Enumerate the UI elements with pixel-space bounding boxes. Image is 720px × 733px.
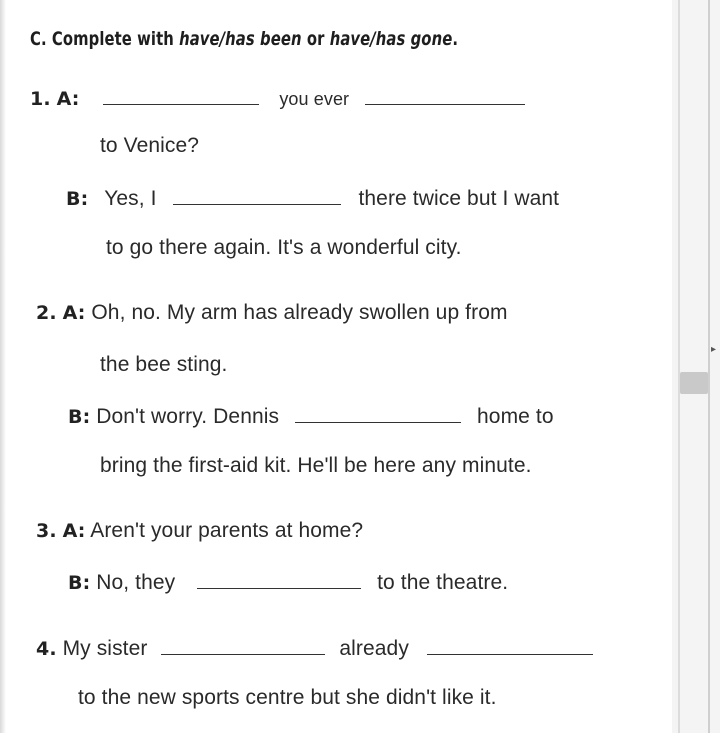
item-4-line-2: to the new sports centre but she didn't like it.	[78, 686, 497, 709]
item-2-line-3	[68, 402, 554, 430]
item-4-line-1	[36, 634, 593, 662]
speaker-a-label: A:	[62, 302, 86, 324]
item-2-line-4: bring the first-aid kit. He'll be here any minute.	[100, 454, 532, 477]
answer-blank[interactable]	[365, 84, 525, 105]
speaker-b-label: B:	[66, 188, 89, 210]
item-text: Aren't your parents at home?	[90, 519, 364, 542]
item-3-line-1	[36, 518, 363, 544]
item-2-line-1	[36, 300, 508, 326]
item-number: 2.	[36, 302, 57, 324]
speaker-a-label: A:	[56, 88, 80, 110]
answer-blank[interactable]	[295, 402, 461, 423]
answer-blank[interactable]	[197, 568, 361, 589]
item-text: Yes, I	[104, 187, 157, 210]
item-text: home to	[477, 405, 554, 428]
item-text: My sister	[62, 637, 148, 660]
answer-blank[interactable]	[173, 184, 341, 205]
item-3-line-2	[68, 568, 508, 596]
item-1-line-4: to go there again. It's a wonderful city.	[106, 236, 462, 259]
item-1-line-3	[66, 184, 559, 212]
title-suffix: .	[452, 28, 459, 50]
item-number: 3.	[36, 520, 57, 542]
item-text: Oh, no. My arm has already swollen up from	[91, 301, 508, 324]
answer-blank[interactable]	[161, 634, 325, 655]
scrollbar-thumb[interactable]	[680, 372, 708, 394]
item-text: already	[339, 637, 409, 660]
item-1-line-2: to Venice?	[100, 134, 200, 157]
answer-blank[interactable]	[103, 84, 259, 105]
title-option-been: have/has been	[179, 28, 302, 50]
page-edge-shadow	[0, 0, 6, 733]
speaker-b-label: B:	[68, 406, 91, 428]
title-option-gone: have/has gone	[329, 28, 453, 50]
title-prefix: C. Complete with	[30, 28, 180, 50]
item-text: Don't worry. Dennis	[96, 405, 280, 428]
scrollbar-edge	[708, 0, 710, 733]
caret-right-icon[interactable]: ▸	[711, 344, 717, 355]
speaker-b-label: B:	[68, 572, 91, 594]
item-text: there twice but I want	[358, 187, 560, 210]
exercise-title	[30, 26, 458, 52]
item-2-line-2: the bee sting.	[100, 353, 228, 376]
speaker-a-label: A:	[62, 520, 86, 542]
item-number: 1.	[30, 88, 51, 110]
answer-blank[interactable]	[427, 634, 593, 655]
item-1-line-1	[30, 84, 525, 112]
item-text: No, they	[96, 571, 176, 594]
item-text: to the theatre.	[377, 571, 509, 594]
item-number: 4.	[36, 638, 57, 660]
item-text: you ever	[279, 89, 350, 109]
scrollbar-edge	[678, 0, 680, 733]
title-joiner: or	[301, 28, 330, 50]
